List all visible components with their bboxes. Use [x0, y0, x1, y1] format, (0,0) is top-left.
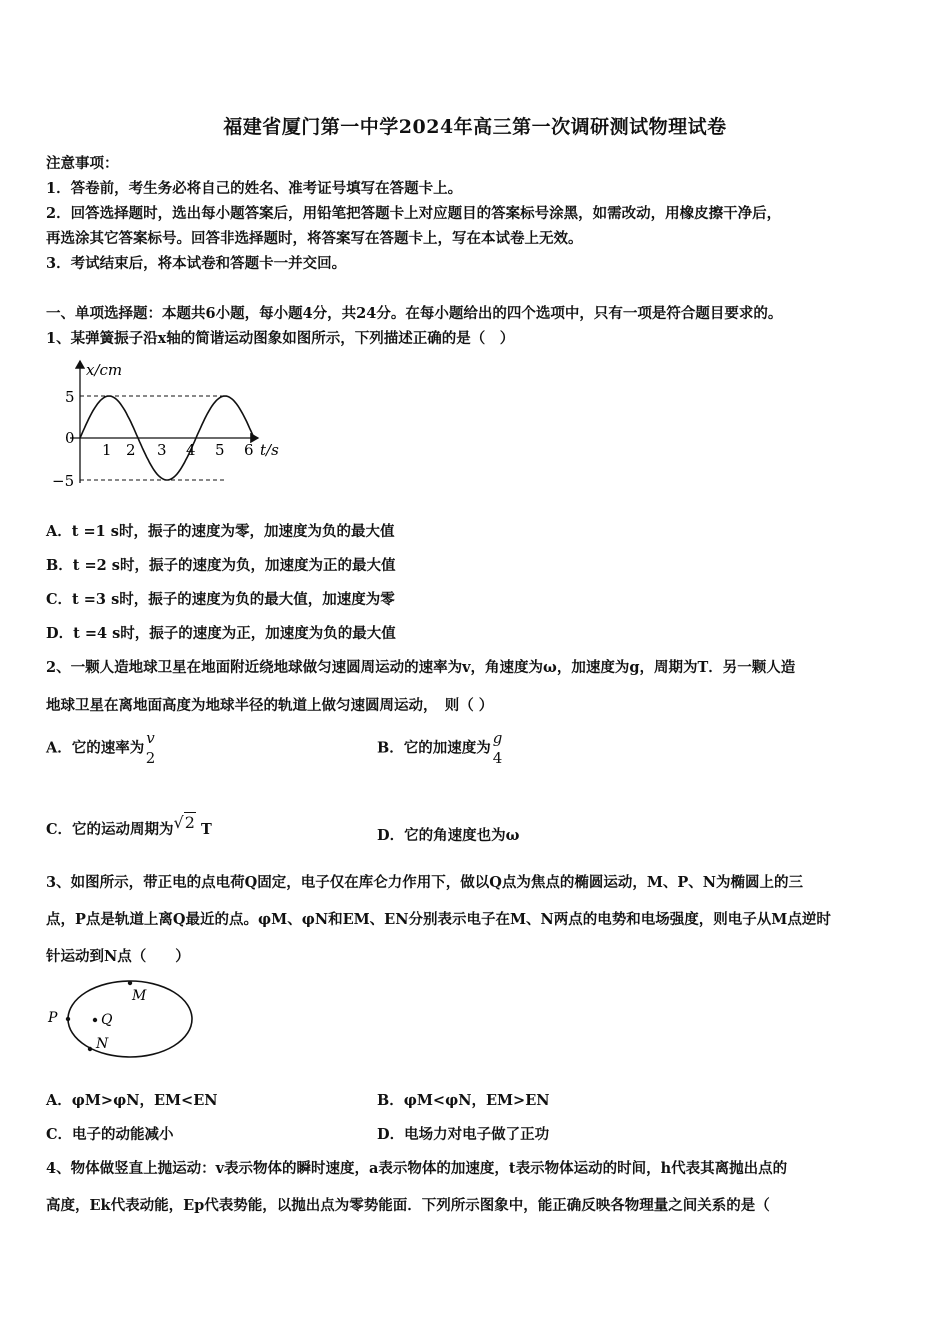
x-tick-3: 3	[157, 441, 167, 459]
notice-item-2-cont: 再选涂其它答案标号。回答非选择题时，将答案写在答题卡上，写在本试卷上无效。	[46, 230, 583, 247]
q2-option-c-sqrt: √2	[173, 813, 195, 832]
elliptical-orbit	[68, 981, 192, 1057]
q2-option-c-suffix: T	[201, 821, 212, 838]
notice-heading: 注意事项：	[46, 155, 119, 172]
label-q: Q	[101, 1012, 113, 1028]
y-axis-label: x/cm	[86, 361, 123, 379]
notice-item-3: 3．考试结束后，将本试卷和答题卡一并交回。	[46, 255, 347, 272]
q2-option-a-numerator: v	[146, 729, 155, 747]
x-tick-4: 4	[186, 441, 196, 459]
q1-shm-graph	[46, 355, 306, 500]
q1-option-d: D．t =4 s时，振子的速度为正，加速度为负的最大值	[46, 625, 396, 642]
x-tick-1: 1	[102, 441, 112, 459]
q4-stem-line1: 4、物体做竖直上抛运动：v表示物体的瞬时速度，a表示物体的加速度，t表示物体运动的时间，h代表其离抛出点的	[46, 1160, 788, 1177]
q3-option-b: B．φM<φN，EM>EN	[377, 1092, 550, 1109]
x-axis-label: t/s	[260, 441, 279, 459]
q4-stem-line2: 高度，Ek代表动能，Ep代表势能，以抛出点为零势能面．下列所示图象中，能正确反映各物理量之间关系的是（	[46, 1197, 770, 1214]
point-p	[66, 1017, 70, 1021]
q3-option-d: D．电场力对电子做了正功	[377, 1126, 550, 1143]
notice-item-1: 1．答卷前，考生务必将自己的姓名、准考证号填写在答题卡上。	[46, 180, 463, 197]
q2-option-b-numerator: g	[492, 729, 503, 747]
q1-stem: 1、某弹簧振子沿x轴的简谐运动图象如图所示，下列描述正确的是（ ）	[46, 330, 515, 347]
q3-stem-line2: 点，P点是轨道上离Q最近的点。φM、φN和EM、EN分别表示电子在M、N两点的电势和电场强度，则电子从M点逆时	[46, 911, 831, 928]
x-tick-5: 5	[215, 441, 225, 459]
point-m	[128, 981, 132, 985]
section-heading: 一、单项选择题：本题共6小题，每小题4分，共24分。在每小题给出的四个选项中，只有一项是符合题目要求的。	[46, 305, 783, 322]
x-tick-6: 6	[244, 441, 254, 459]
y-tick-neg5: −5	[52, 472, 75, 490]
y-tick-5: 5	[65, 388, 75, 406]
q1-option-a: A．t =1 s时，振子的速度为零，加速度为负的最大值	[46, 523, 395, 540]
q3-option-a: A．φM>φN，EM<EN	[46, 1092, 218, 1109]
q2-option-b-label: B．它的加速度为	[377, 739, 491, 757]
q2-option-c-label: C．它的运动周期为	[46, 821, 174, 838]
q2-option-a	[46, 731, 157, 766]
q3-option-c: C．电子的动能减小	[46, 1126, 174, 1143]
q2-option-a-fraction	[144, 731, 156, 766]
q3-stem-line1: 3、如图所示，带正电的点电荷Q固定，电子仅在库仑力作用下，做以Q点为焦点的椭圆运动，M、P、N为椭圆上的三	[46, 874, 804, 891]
q2-stem-line2: 地球卫星在离地面高度为地球半径的轨道上做匀速圆周运动， 则（ ）	[46, 697, 494, 714]
y-tick-0: 0	[65, 429, 75, 447]
q2-stem-line1: 2、一颗人造地球卫星在地面附近绕地球做匀速圆周运动的速率为v，角速度为ω，加速度为g，周期为T．另一颗人造	[46, 659, 796, 676]
q2-option-d: D．它的角速度也为ω	[377, 827, 520, 844]
q1-option-b: B．t =2 s时，振子的速度为负，加速度为正的最大值	[46, 557, 396, 574]
q2-option-b-denominator: 4	[492, 749, 503, 767]
x-tick-2: 2	[126, 441, 136, 459]
notice-item-2: 2．回答选择题时，选出每小题答案后，用铅笔把答题卡上对应题目的答案标号涂黑，如需改动，用橡皮擦干净后，	[46, 205, 782, 222]
q1-option-c: C．t =3 s时，振子的速度为负的最大值，加速度为零	[46, 591, 395, 608]
q2-option-c	[46, 813, 212, 839]
q2-option-a-label: A．它的速率为	[46, 739, 145, 757]
q2-option-b	[377, 731, 504, 766]
point-q	[93, 1018, 97, 1022]
label-n: N	[96, 1036, 109, 1052]
q3-stem-line3: 针运动到N点（ ）	[46, 948, 190, 965]
q2-option-b-fraction	[491, 731, 505, 766]
label-p: P	[48, 1010, 58, 1026]
point-n	[88, 1047, 92, 1051]
q3-ellipse-diagram	[46, 976, 206, 1061]
label-m: M	[132, 988, 147, 1004]
page-title: 福建省厦门第一中学2024年高三第一次调研测试物理试卷	[223, 116, 727, 138]
q2-option-a-denominator: 2	[145, 749, 156, 767]
q2-option-c-radicand: 2	[184, 813, 195, 832]
